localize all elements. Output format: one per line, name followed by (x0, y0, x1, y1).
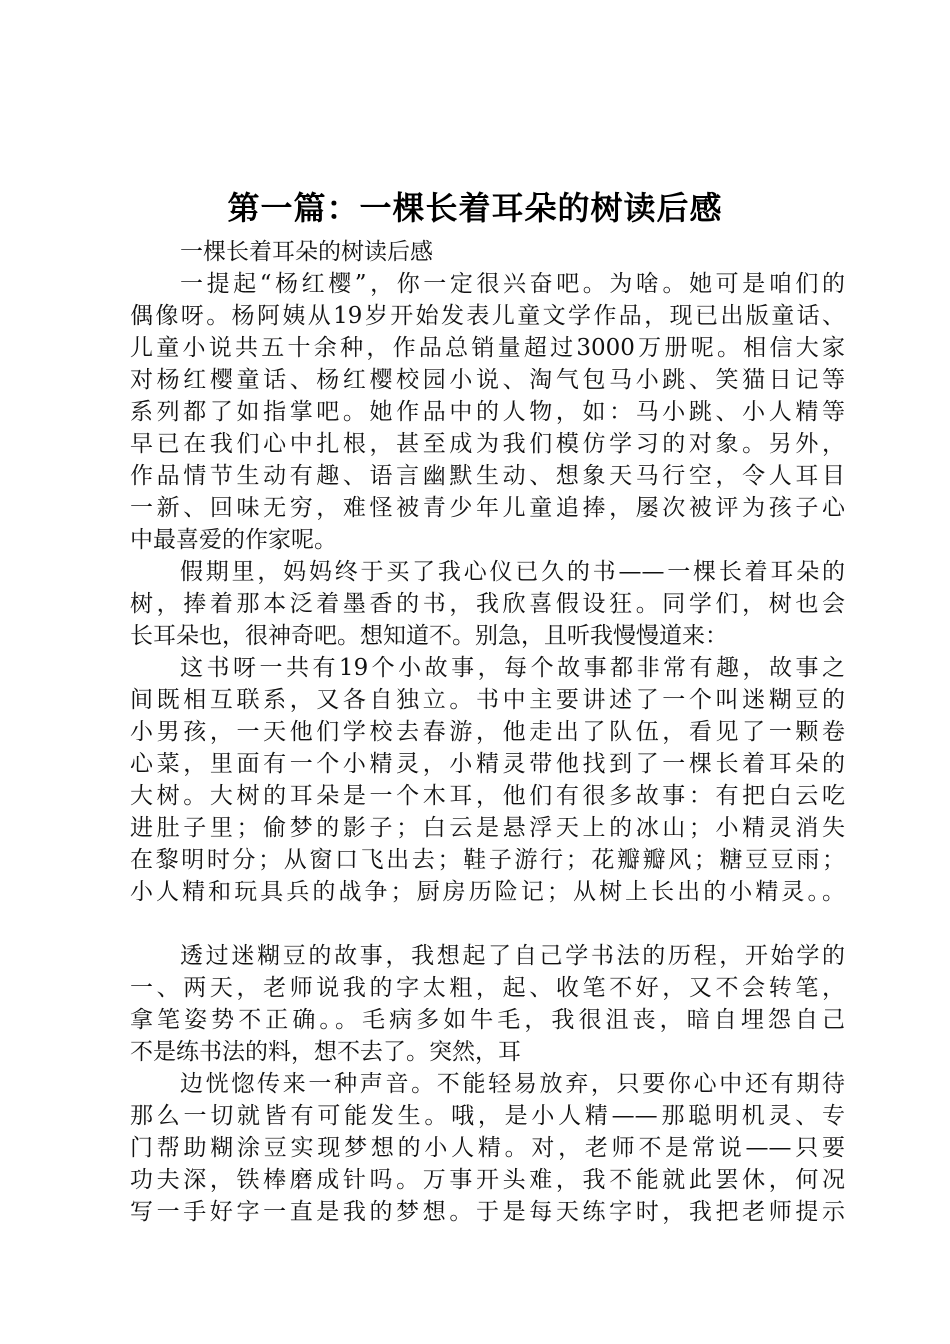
text-line: 在黎明时分；从窗口飞出去；鞋子游行；花瓣瓣风；糖豆豆雨； (130, 847, 845, 873)
text-line: 透过迷糊豆的故事，我想起了自己学书法的历程，开始学的 (180, 943, 845, 969)
text-line: 偶像呀。杨阿姨从19岁开始发表儿童文学作品，现已出版童话、 (130, 303, 845, 329)
text-line: 小人精和玩具兵的战争；厨房历险记；从树上长出的小精灵。。 (130, 879, 845, 905)
text-line: 中最喜爱的作家呢。 (130, 527, 337, 553)
text-line: 系列都了如指掌吧。她作品中的人物，如：马小跳、小人精等 (130, 399, 845, 425)
text-line: 这书呀一共有19个小故事，每个故事都非常有趣，故事之 (180, 655, 845, 681)
text-line: 写一手好字一直是我的梦想。于是每天练字时，我把老师提示 (130, 1199, 845, 1225)
text-line: 一提起“杨红樱”，你一定很兴奋吧。为啥。她可是咱们的 (180, 271, 845, 297)
text-line: 树，捧着那本泛着墨香的书，我欣喜假设狂。同学们，树也会 (130, 591, 845, 617)
document-body (130, 236, 845, 1228)
blank-line (130, 908, 845, 940)
text-line: 一棵长着耳朵的树读后感 (180, 239, 433, 265)
text-line: 儿童小说共五十余种，作品总销量超过3000万册呢。相信大家 (130, 335, 845, 361)
text-line: 作品情节生动有趣、语言幽默生动、想象天马行空，令人耳目 (130, 463, 845, 489)
text-line: 间既相互联系，又各自独立。书中主要讲述了一个叫迷糊豆的 (130, 687, 845, 713)
text-line: 小男孩，一天他们学校去春游，他走出了队伍，看见了一颗卷 (130, 719, 845, 745)
text-line: 拿笔姿势不正确。。毛病多如牛毛，我很沮丧，暗自埋怨自己 (130, 1007, 845, 1033)
text-line: 一、两天，老师说我的字太粗，起、收笔不好，又不会转笔， (130, 975, 845, 1001)
text-line: 假期里，妈妈终于买了我心仪已久的书——一棵长着耳朵的 (180, 559, 845, 585)
text-line: 对杨红樱童话、杨红樱校园小说、淘气包马小跳、笑猫日记等 (130, 367, 845, 393)
text-line: 大树。大树的耳朵是一个木耳，他们有很多故事：有把白云吃 (130, 783, 845, 809)
text-line: 边恍惚传来一种声音。不能轻易放弃，只要你心中还有期待 (180, 1071, 845, 1097)
text-line: 长耳朵也，很神奇吧。想知道不。别急，且听我慢慢道来： (130, 623, 728, 649)
text-line: 门帮助糊涂豆实现梦想的小人精。对，老师不是常说——只要 (130, 1135, 845, 1161)
text-line: 早已在我们心中扎根，甚至成为我们模仿学习的对象。另外， (130, 431, 845, 457)
text-line: 不是练书法的料，想不去了。突然，耳 (130, 1039, 521, 1065)
text-line: 功夫深，铁棒磨成针吗。万事开头难，我不能就此罢休，何况 (130, 1167, 845, 1193)
text-line: 心菜，里面有一个小精灵，小精灵带他找到了一棵长着耳朵的 (130, 751, 845, 777)
text-line: 那么一切就皆有可能发生。哦，是小人精——那聪明机灵、专 (130, 1103, 845, 1129)
text-line: 一新、回味无穷，难怪被青少年儿童追捧，屡次被评为孩子心 (130, 495, 845, 521)
text-line: 进肚子里；偷梦的影子；白云是悬浮天上的冰山；小精灵消失 (130, 815, 845, 841)
document-title: 第一篇：一棵长着耳朵的树读后感 (227, 189, 723, 227)
